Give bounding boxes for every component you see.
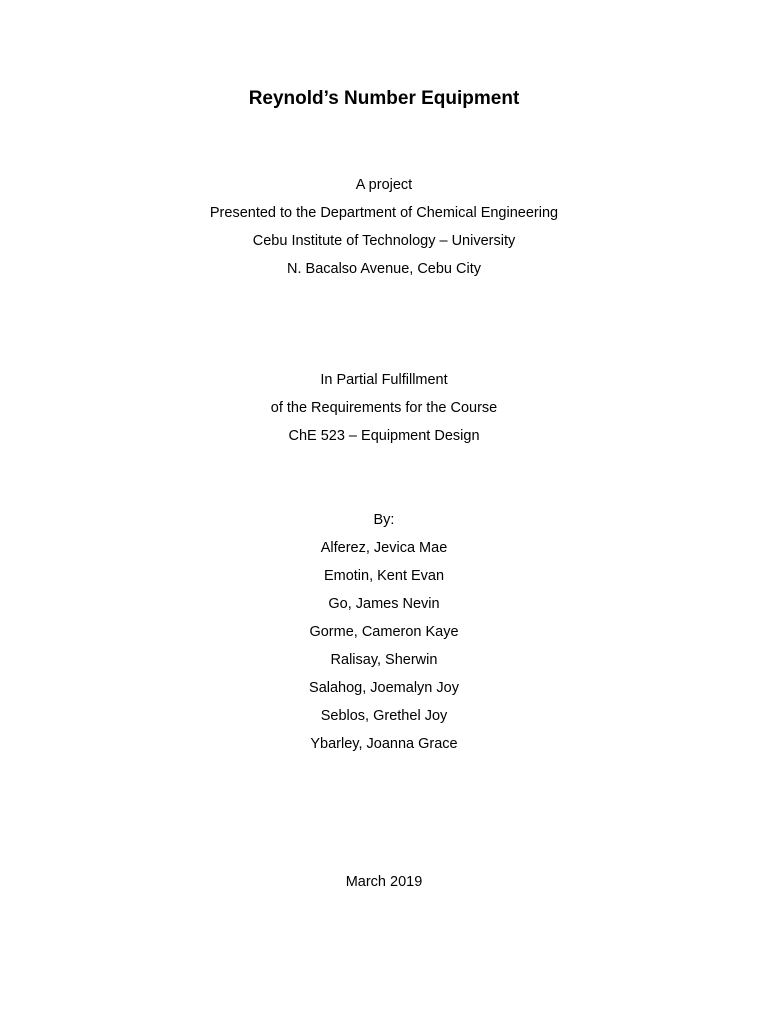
- author-name: Seblos, Grethel Joy: [320, 708, 448, 724]
- institution-line: Cebu Institute of Technology – University: [252, 233, 516, 249]
- project-line: A project: [355, 177, 413, 193]
- date-block: [0, 868, 768, 896]
- by-label: By:: [373, 512, 395, 528]
- author-name: Emotin, Kent Evan: [323, 568, 445, 584]
- author-name: Ybarley, Joanna Grace: [310, 736, 458, 752]
- author-name: Gorme, Cameron Kaye: [309, 624, 459, 640]
- fulfillment-block: [0, 366, 768, 450]
- fulfillment-line: In Partial Fulfillment: [320, 372, 448, 388]
- address-line: N. Bacalso Avenue, Cebu City: [287, 261, 481, 277]
- author-name: Salahog, Joemalyn Joy: [309, 680, 459, 696]
- department-line: Presented to the Department of Chemical Engineering: [209, 205, 559, 221]
- author-name: Go, James Nevin: [328, 596, 440, 612]
- requirements-line: of the Requirements for the Course: [270, 400, 498, 416]
- course-line: ChE 523 – Equipment Design: [288, 428, 480, 444]
- submission-date: March 2019: [345, 874, 423, 890]
- project-description-block: [0, 171, 768, 283]
- author-name: Alferez, Jevica Mae: [320, 540, 448, 556]
- authors-block: [0, 506, 768, 758]
- document-title: Reynold’s Number Equipment: [248, 88, 520, 109]
- author-name: Ralisay, Sherwin: [330, 652, 438, 668]
